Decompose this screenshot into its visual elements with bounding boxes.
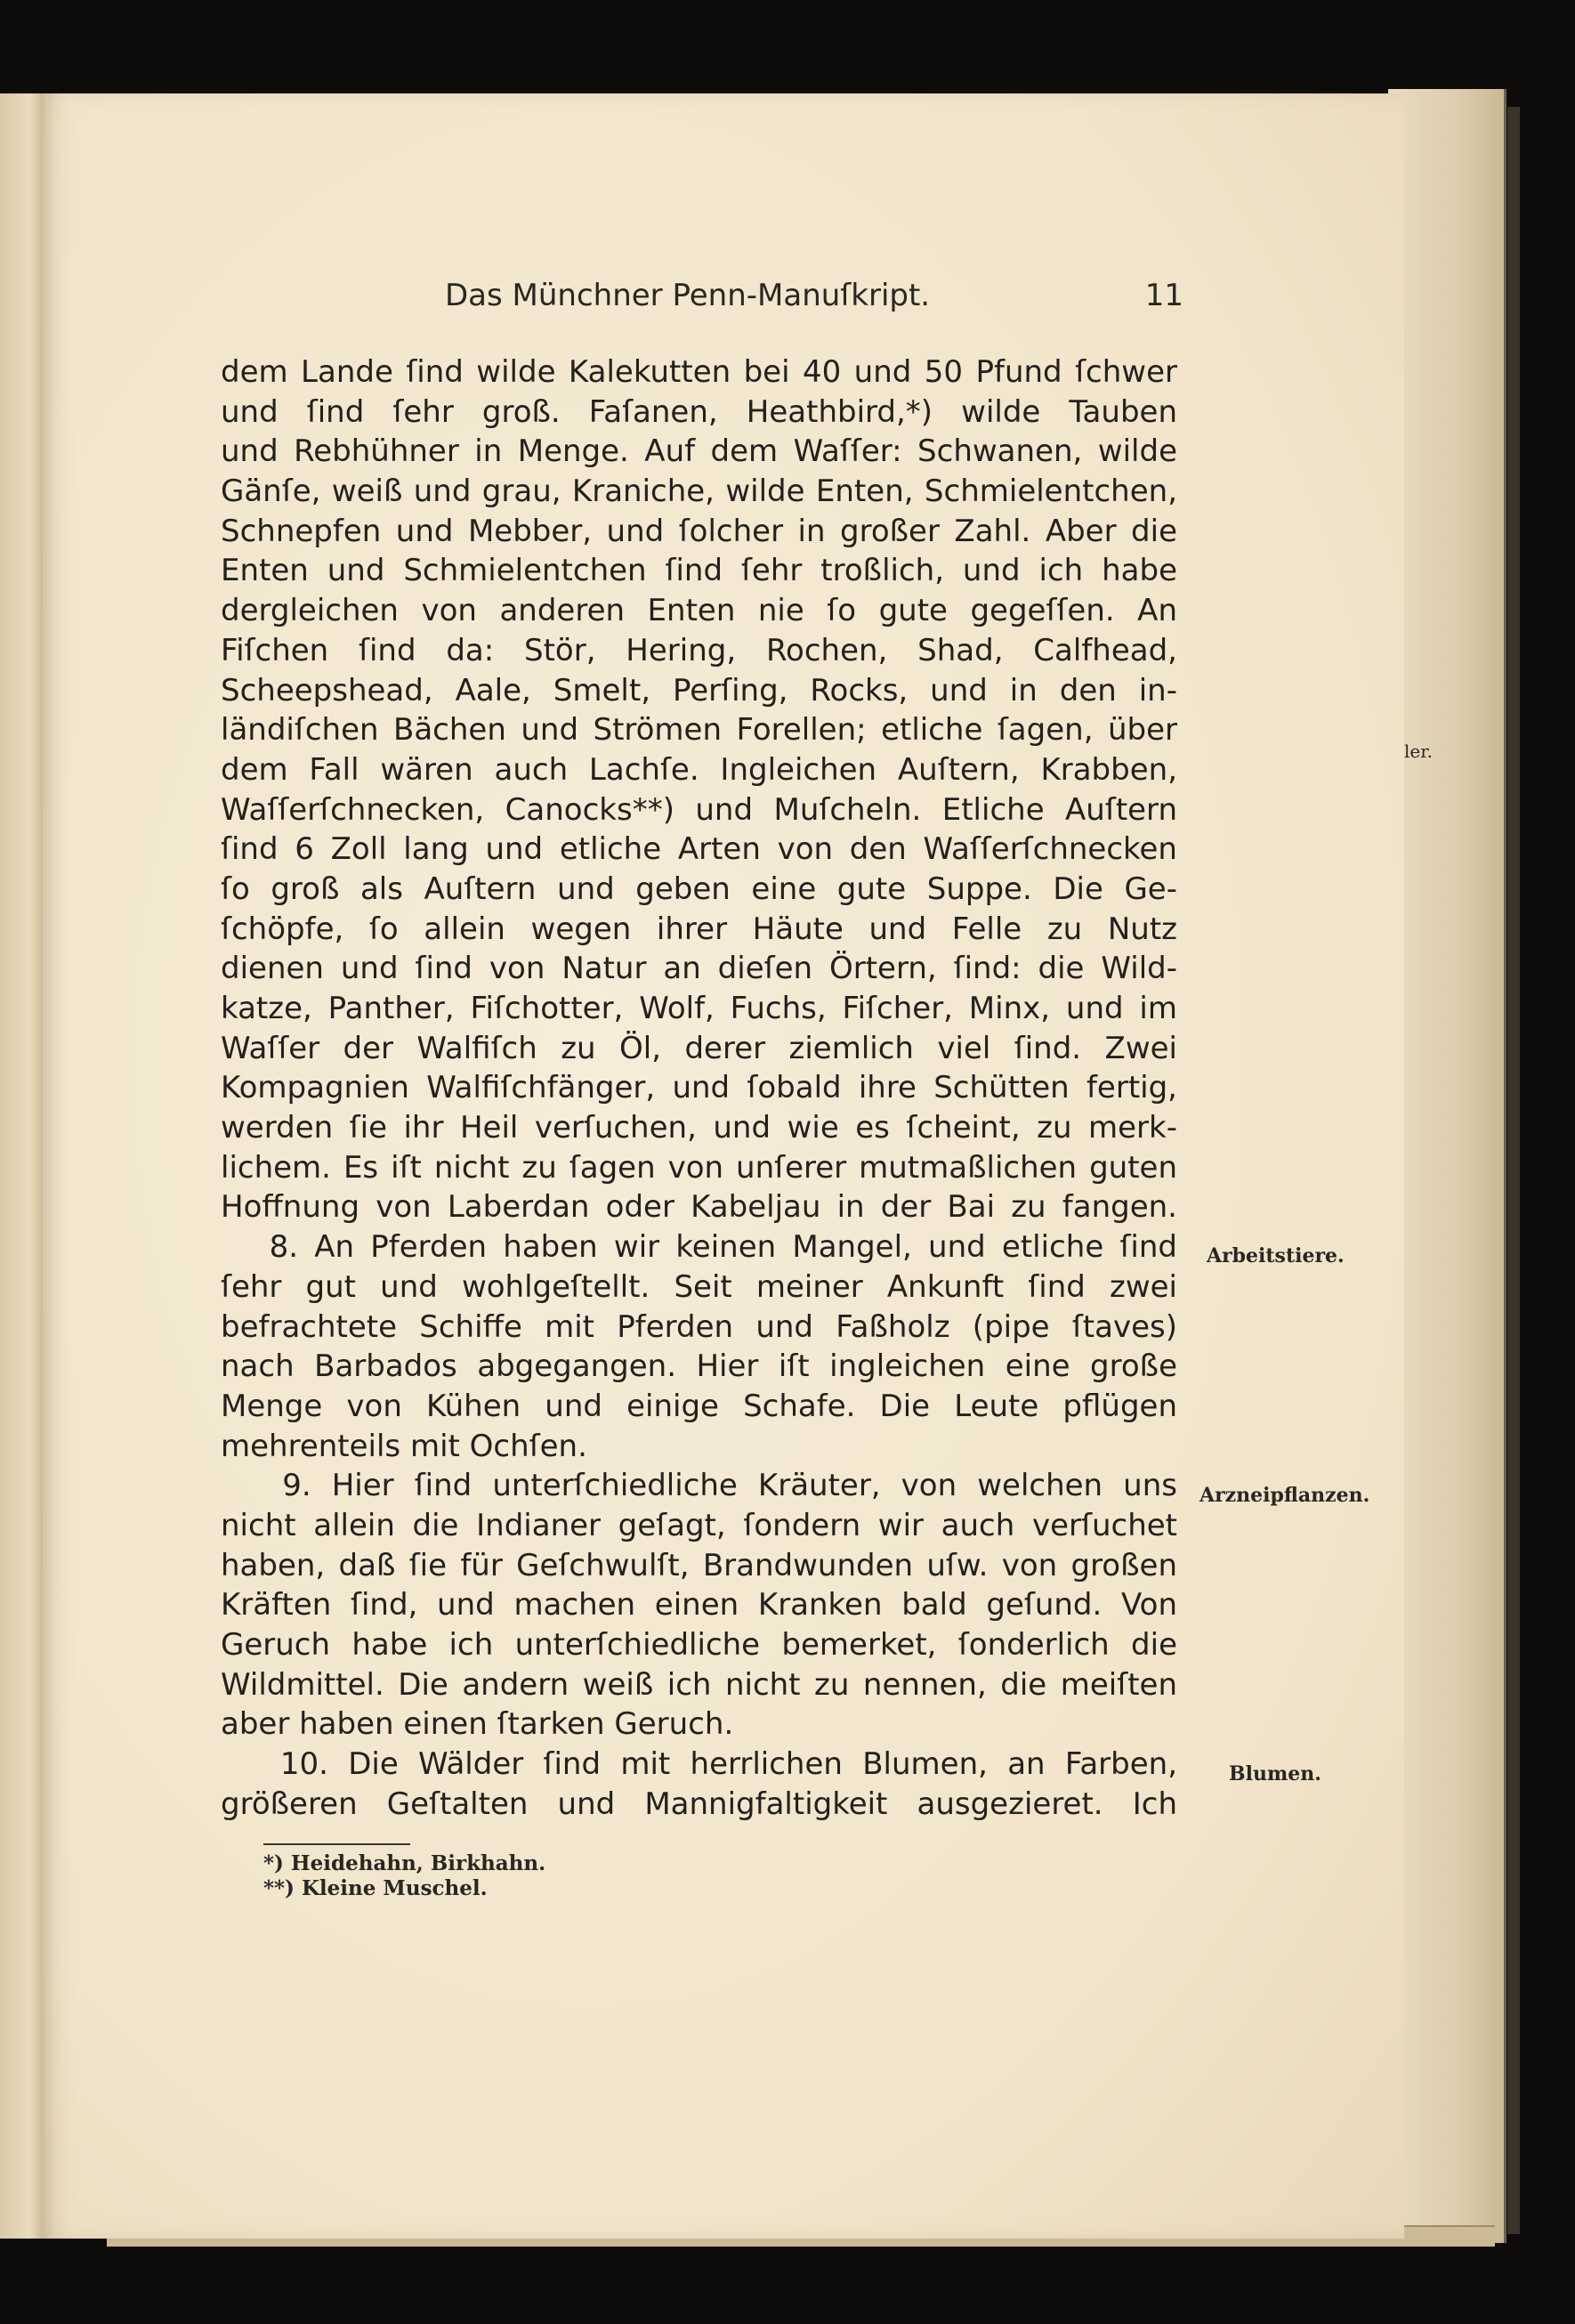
underlying-pages bbox=[1388, 89, 1506, 2243]
text-line: haben, daß ſie für Geſchwulſt, Brandwunden uſw. von großen bbox=[221, 1547, 1177, 1583]
text-line: Waſſerſchnecken, Canocks**) und Muſcheln. Etliche Auſtern bbox=[221, 791, 1177, 828]
margin-note-arbeitstiere: Arbeitstiere. bbox=[1207, 1244, 1345, 1267]
text-line: Kräften ſind, und machen einen Kranken bald geſund. Von bbox=[221, 1587, 1177, 1624]
running-head bbox=[445, 278, 1183, 317]
text-line: mehrenteils mit Ochſen. bbox=[221, 1428, 587, 1464]
text-line: Scheepshead, Aale, Smelt, Perſing, Rocks, und in den in- bbox=[221, 672, 1177, 709]
page-number: 11 bbox=[1144, 278, 1183, 313]
paragraph-8-start: 8. An Pferden haben wir keinen Mangel, und etliche ſind bbox=[221, 1229, 1177, 1266]
left-page-edge bbox=[0, 93, 44, 2239]
text-line: ſehr gut und wohlgeſtellt. Seit meiner Ankunft ſind zwei bbox=[221, 1268, 1177, 1305]
text-line: ſchöpfe, ſo allein wegen ihrer Häute und Felle zu Nutz bbox=[221, 911, 1177, 947]
text-line: Gänſe, weiß und grau, Kraniche, wilde Enten, Schmielentchen, bbox=[221, 474, 1177, 510]
text-line: dem Lande ſind wilde Kalekutten bei 40 und 50 Pfund ſchwer bbox=[221, 354, 1177, 390]
body-text bbox=[221, 352, 1177, 1824]
text-line: größeren Geſtalten und Mannigfaltigkeit ausgezieret. Ich bbox=[221, 1786, 1177, 1822]
text-line: Enten und Schmielentchen ſind ſehr troßlich, und ich habe bbox=[221, 553, 1177, 589]
footnote-2: **) Kleine Muschel. bbox=[263, 1876, 488, 1900]
running-title: Das Münchner Penn-Manuſkript. bbox=[445, 278, 931, 313]
footnote-1: *) Heidehahn, Birkhahn. bbox=[263, 1851, 546, 1875]
text-line: Waſſer der Walfiſch zu Öl, derer ziemlich viel ſind. Zwei bbox=[221, 1030, 1177, 1066]
text-line: Kompagnien Walfiſchfänger, und ſobald ihre Schütten fertig, bbox=[221, 1070, 1177, 1106]
footnote-rule bbox=[263, 1843, 410, 1845]
text-line: Menge von Kühen und einige Schafe. Die Leute pflügen bbox=[221, 1388, 1177, 1424]
text-line: ländiſchen Bächen und Strömen Forellen; etliche ſagen, über bbox=[221, 712, 1177, 749]
margin-note-arzneipflanzen: Arzneipflanzen. bbox=[1199, 1484, 1370, 1507]
text-line: ſind 6 Zoll lang und etliche Arten von den Waſſerſchnecken bbox=[221, 831, 1177, 868]
text-line: nicht allein die Indianer geſagt, ſondern wir auch verſuchet bbox=[221, 1507, 1177, 1543]
text-line: dem Fall wären auch Lachſe. Ingleichen Auſtern, Krabben, bbox=[221, 751, 1177, 788]
text-line: werden ſie ihr Heil verſuchen, und wie es ſcheint, zu merk- bbox=[221, 1110, 1177, 1146]
text-line: aber haben einen ſtarken Geruch. bbox=[221, 1706, 734, 1743]
margin-note-ler: ler. bbox=[1404, 741, 1433, 762]
text-line: lichem. Es iſt nicht zu ſagen von unſerer mutmaßlichen guten bbox=[221, 1149, 1177, 1186]
text-line: nach Barbados abgegangen. Hier iſt ingleichen eine große bbox=[221, 1348, 1177, 1385]
paragraph-9-start: 9. Hier ſind unterſchiedliche Kräuter, von welchen uns bbox=[221, 1468, 1177, 1504]
text-line: Schnepfen und Mebber, und ſolcher in großer Zahl. Aber die bbox=[221, 513, 1177, 549]
text-line: ſo groß als Auſtern und geben eine gute Suppe. Die Ge- bbox=[221, 870, 1177, 907]
text-line: Fiſchen ſind da: Stör, Hering, Rochen, Shad, Calfhead, bbox=[221, 632, 1177, 668]
text-line: dergleichen von anderen Enten nie ſo gute gegeſſen. An bbox=[221, 593, 1177, 629]
margin-note-blumen: Blumen. bbox=[1229, 1762, 1321, 1786]
text-line: Hoffnung von Laberdan oder Kabeljau in der Bai zu fangen. bbox=[221, 1189, 1177, 1226]
text-line: und ſind ſehr groß. Faſanen, Heathbird,*) wilde Tauben bbox=[221, 393, 1177, 430]
text-line: Geruch habe ich unterſchiedliche bemerket, ſonderlich die bbox=[221, 1627, 1177, 1663]
text-line: Wildmittel. Die andern weiß ich nicht zu nennen, die meiſten bbox=[221, 1666, 1177, 1703]
text-line: dienen und ſind von Natur an dieſen Örtern, ſind: die Wild- bbox=[221, 951, 1177, 987]
paragraph-10-start: 10. Die Wälder ſind mit herrlichen Blumen, an Farben, bbox=[221, 1746, 1177, 1783]
text-line: katze, Panther, Fiſchotter, Wolf, Fuchs, Fiſcher, Minx, und im bbox=[221, 991, 1177, 1026]
text-line: befrachtete Schiffe mit Pferden und Faßholz (pipe ſtaves) bbox=[221, 1308, 1177, 1345]
text-line: und Rebhühner in Menge. Auf dem Waſſer: Schwanen, wilde bbox=[221, 433, 1177, 470]
footnotes bbox=[263, 1851, 545, 1901]
